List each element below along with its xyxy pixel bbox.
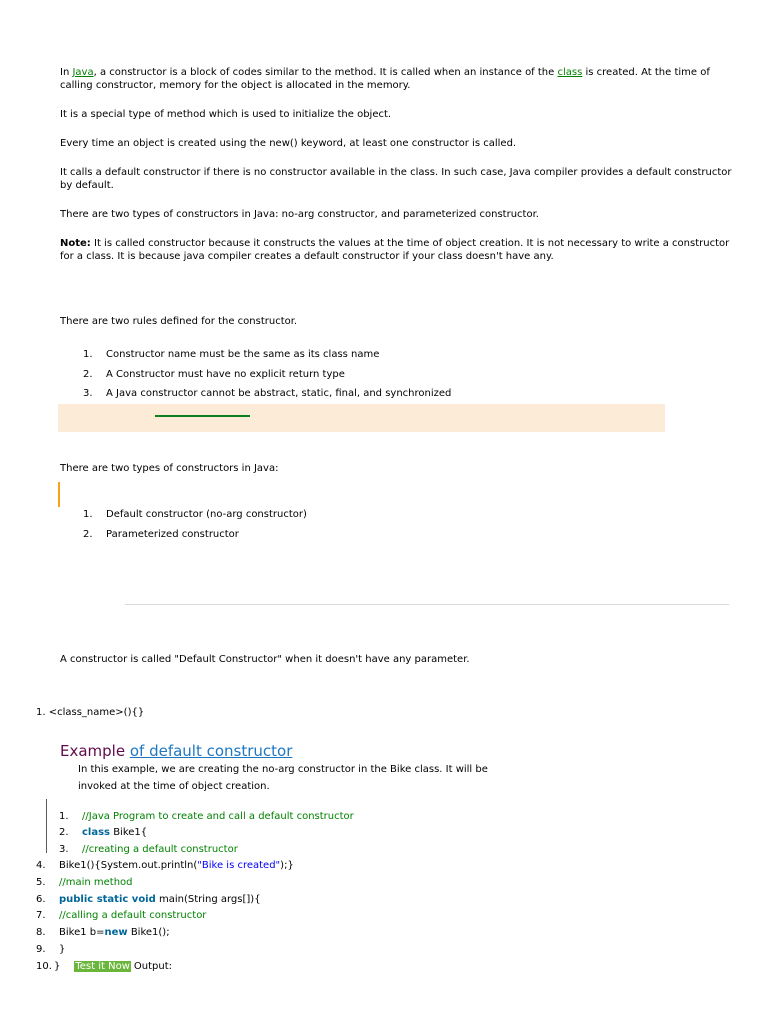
code-comment: //main method: [59, 877, 133, 888]
accent-bar: [58, 482, 60, 507]
code-line-number: 4.: [36, 860, 46, 871]
code-text: Bike1(){System.out.println(: [59, 860, 198, 871]
code-text: Bike1{: [110, 827, 148, 838]
code-string: "Bike is created": [197, 860, 281, 871]
list-item: [83, 528, 483, 548]
intro-text: , a constructor is a block of codes similar to the method. It is called when an instance of the: [93, 67, 558, 78]
code-line: [36, 960, 172, 973]
list-item: [83, 368, 643, 388]
java-link[interactable]: Java: [72, 67, 94, 78]
default-constructor-link[interactable]: of default constructor: [129, 742, 293, 760]
code-line-number: 3.: [59, 844, 69, 855]
list-item: [83, 508, 483, 528]
list-text: Parameterized constructor: [106, 528, 239, 540]
list-number: 1.: [83, 349, 93, 360]
intro-paragraph-5: There are two types of constructors in Java: no-arg constructor, and parameterized constructor.: [60, 209, 539, 220]
list-text: A Java constructor cannot be abstract, static, final, and synchronized: [106, 388, 452, 399]
intro-text: In: [60, 67, 73, 78]
list-number: 1.: [83, 509, 93, 520]
intro-text: is created. At the time of calling constructor, memory for the object is allocated in the memory.: [60, 67, 710, 91]
types-list: [83, 508, 483, 547]
code-line: [36, 943, 65, 956]
intro-paragraph-2: It is a special type of method which is used to initialize the object.: [60, 109, 392, 120]
example-heading: [60, 742, 292, 760]
code-comment: //Java Program to create and call a default constructor: [82, 811, 354, 822]
code-line: [59, 826, 147, 839]
rules-intro: There are two rules defined for the constructor.: [60, 316, 298, 327]
intro-paragraph-3: Every time an object is created using the new() keyword, at least one constructor is called.: [60, 138, 517, 149]
code-text: );}: [280, 860, 294, 871]
heading-text: Example: [60, 742, 130, 760]
code-text: }: [54, 961, 61, 972]
divider: [125, 604, 729, 605]
code-line-number: 5.: [36, 877, 46, 888]
test-it-now-button[interactable]: Test it Now: [75, 961, 130, 972]
code-text: }: [59, 944, 66, 955]
list-text: Constructor name must be the same as its class name: [106, 349, 380, 360]
note-paragraph: [60, 237, 732, 263]
code-line-number: 9.: [36, 944, 46, 955]
code-keyword: public static void: [59, 894, 156, 905]
banner-underline: [155, 415, 250, 417]
code-line: [36, 909, 206, 922]
intro-paragraph-1: [60, 66, 732, 92]
note-label: Note:: [60, 238, 91, 249]
code-line: [59, 843, 238, 856]
list-number: 2.: [83, 368, 93, 380]
code-text: Bike1();: [127, 927, 170, 938]
list-item: [83, 348, 643, 368]
code-line: [36, 893, 261, 906]
list-text: Default constructor (no-arg constructor): [106, 509, 307, 520]
code-text: main(String args[]){: [155, 894, 261, 905]
code-line-number: 10.: [36, 961, 52, 972]
ad-banner: [58, 404, 665, 432]
note-text: It is called constructor because it constructs the values at the time of object creation. It is not necessary to write a constructor for a class. It is because java compiler creates a default constructor if your class doesn't have any.: [60, 238, 730, 262]
syntax-line: 1. <class_name>(){}: [36, 707, 145, 718]
code-keyword: new: [104, 927, 128, 938]
types-intro: There are two types of constructors in Java:: [60, 463, 279, 474]
code-line-number: 7.: [36, 910, 46, 921]
code-line: [36, 876, 133, 889]
code-line: [36, 859, 294, 872]
code-gutter-bar: [46, 799, 47, 853]
rules-list: [83, 348, 643, 407]
intro-paragraph-4: It calls a default constructor if there is no constructor available in the class. In such case, Java compiler provides a default constructor by default.: [60, 167, 732, 191]
list-number: 2.: [83, 528, 93, 540]
list-number: 3.: [83, 388, 93, 399]
code-line-number: 6.: [36, 894, 46, 905]
code-line: [36, 926, 170, 939]
code-text: Bike1 b=: [59, 927, 105, 938]
code-keyword: class: [82, 827, 111, 838]
code-line-number: 2.: [59, 827, 69, 838]
code-line: [59, 810, 354, 823]
code-comment: //calling a default constructor: [59, 910, 207, 921]
code-comment: //creating a default constructor: [82, 844, 238, 855]
class-link[interactable]: class: [557, 67, 583, 78]
example-desc: In this example, we are creating the no-arg constructor in the Bike class. It will be invoked at the time of object creation.: [78, 764, 488, 792]
code-line-number: 1.: [59, 811, 69, 822]
output-label: Output:: [133, 961, 173, 972]
list-text: A Constructor must have no explicit return type: [106, 368, 345, 380]
default-constructor-desc: A constructor is called "Default Constructor" when it doesn't have any parameter.: [60, 654, 470, 665]
code-line-number: 8.: [36, 927, 46, 938]
